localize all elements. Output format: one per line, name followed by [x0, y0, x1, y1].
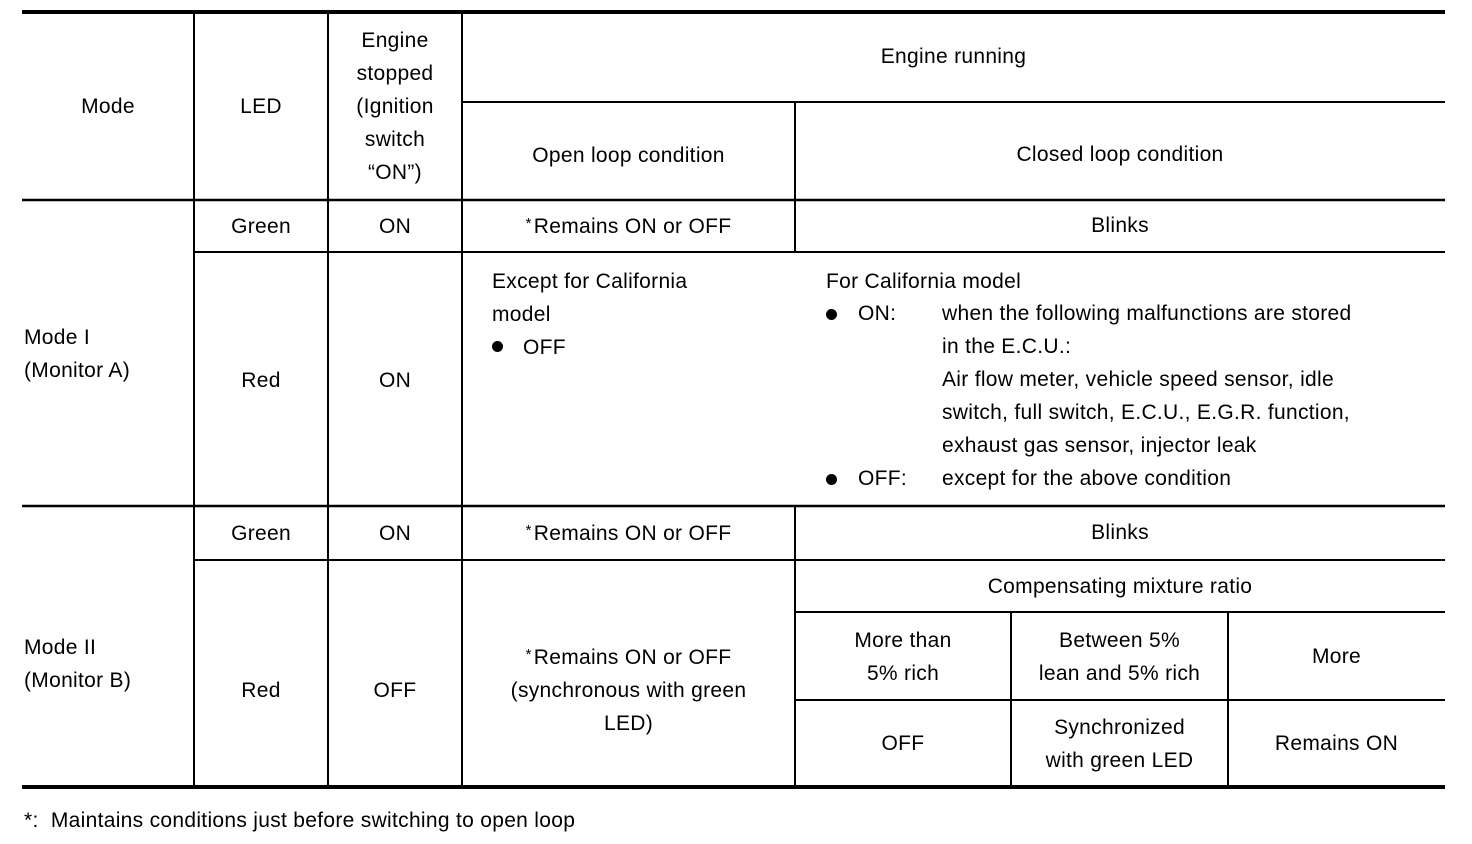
mode1-red-off-label: OFF: [858, 467, 908, 490]
mode2-red-open-loop-line: (synchronous with green [510, 679, 747, 702]
mode1-label [24, 321, 130, 387]
footnote-text: Maintains conditions just before switching to open loop [50, 809, 576, 832]
mode2-col-rich-line: 5% rich [866, 662, 940, 685]
mode1-red-open-loop-bullet: OFF [523, 336, 566, 359]
bullet-icon [826, 309, 837, 320]
mode2-result-between-line: with green LED [1045, 749, 1194, 772]
header-engine-stopped [328, 24, 462, 189]
mode2-result-more: Remains ON [1274, 732, 1399, 755]
mode2-red-stopped: OFF [373, 679, 417, 702]
mode2-green-open-loop [462, 517, 795, 550]
mode2-green-closed-loop: Blinks [1091, 521, 1149, 544]
mode2-result-between [1011, 711, 1228, 777]
header-open-loop: Open loop condition [532, 144, 725, 167]
header-engine-stopped-line: stopped [356, 62, 434, 85]
mode1-label-line: (Monitor A) [24, 359, 130, 382]
asterisk-mark: * [525, 215, 532, 232]
footnote [24, 804, 575, 837]
mode2-red-open-loop [462, 641, 795, 740]
mode2-col-more: More [1311, 645, 1362, 668]
mode1-red-closed-title: For California model [826, 270, 1022, 293]
header-led: LED [240, 95, 282, 118]
mode1-red-open-loop-line: model [492, 303, 551, 326]
bullet-icon [492, 341, 503, 352]
mode1-green-open-loop [462, 210, 795, 243]
mode2-result-between-line: Synchronized [1054, 716, 1185, 739]
mode2-col-rich [795, 624, 1011, 690]
mode2-label-line: Mode II [24, 636, 97, 659]
mode1-red-on-line: when the following malfunctions are stored [942, 302, 1352, 325]
mode2-red-open-loop-line [462, 641, 795, 674]
mode2-col-between [1011, 624, 1228, 690]
mode2-green-stopped: ON [378, 522, 412, 545]
mode1-green-led: Green [231, 215, 291, 238]
mode1-red-open-loop-line: Except for California [492, 270, 688, 293]
mode1-label-line: Mode I [24, 326, 90, 349]
header-engine-stopped-line: (Ignition [356, 95, 434, 118]
mode2-label-line: (Monitor B) [24, 669, 132, 692]
header-closed-loop: Closed loop condition [1016, 143, 1224, 166]
mode1-red-on-line: exhaust gas sensor, injector leak [942, 434, 1257, 457]
mode2-compensating-header: Compensating mixture ratio [987, 575, 1253, 598]
mode2-green-open-loop-text: Remains ON or OFF [533, 522, 732, 545]
mode1-red-on-label: ON: [858, 302, 897, 325]
mode2-red-open-loop-line: LED) [603, 712, 654, 735]
mode1-red-on-text [942, 297, 1352, 462]
header-mode: Mode [81, 95, 135, 118]
mode1-green-closed-loop: Blinks [1091, 214, 1149, 237]
footnote-mark: *: [24, 809, 39, 832]
mode1-red-on-line: switch, full switch, E.C.U., E.G.R. function, [942, 401, 1350, 424]
mode1-red-led: Red [241, 369, 281, 392]
mode1-red-on-line: in the E.C.U.: [942, 335, 1072, 358]
header-engine-stopped-line: “ON”) [368, 161, 422, 184]
header-engine-running: Engine running [880, 45, 1027, 68]
mode2-col-between-line: Between 5% [1059, 629, 1180, 652]
header-engine-stopped-line: Engine [361, 29, 429, 52]
mode2-result-rich: OFF [881, 732, 925, 755]
mode2-col-between-line: lean and 5% rich [1038, 662, 1201, 685]
mode2-label [24, 631, 131, 697]
mode1-green-open-loop-text: Remains ON or OFF [533, 215, 732, 238]
mode1-red-on-line: Air flow meter, vehicle speed sensor, idle [942, 368, 1334, 391]
asterisk-mark: * [525, 646, 532, 663]
mode1-red-open-loop [492, 265, 687, 364]
mode2-col-rich-line: More than [854, 629, 952, 652]
mode1-green-stopped: ON [378, 215, 412, 238]
mode1-red-open-loop-bullet-row [492, 331, 687, 364]
header-engine-stopped-line: switch [364, 128, 426, 151]
asterisk-mark: * [525, 522, 532, 539]
mode2-red-led: Red [241, 679, 281, 702]
mode1-red-off-text: except for the above condition [942, 467, 1232, 490]
mode1-red-stopped: ON [378, 369, 412, 392]
mode2-red-open-loop-text: Remains ON or OFF [533, 646, 732, 669]
bullet-icon [826, 474, 837, 485]
mode2-green-led: Green [231, 522, 291, 545]
